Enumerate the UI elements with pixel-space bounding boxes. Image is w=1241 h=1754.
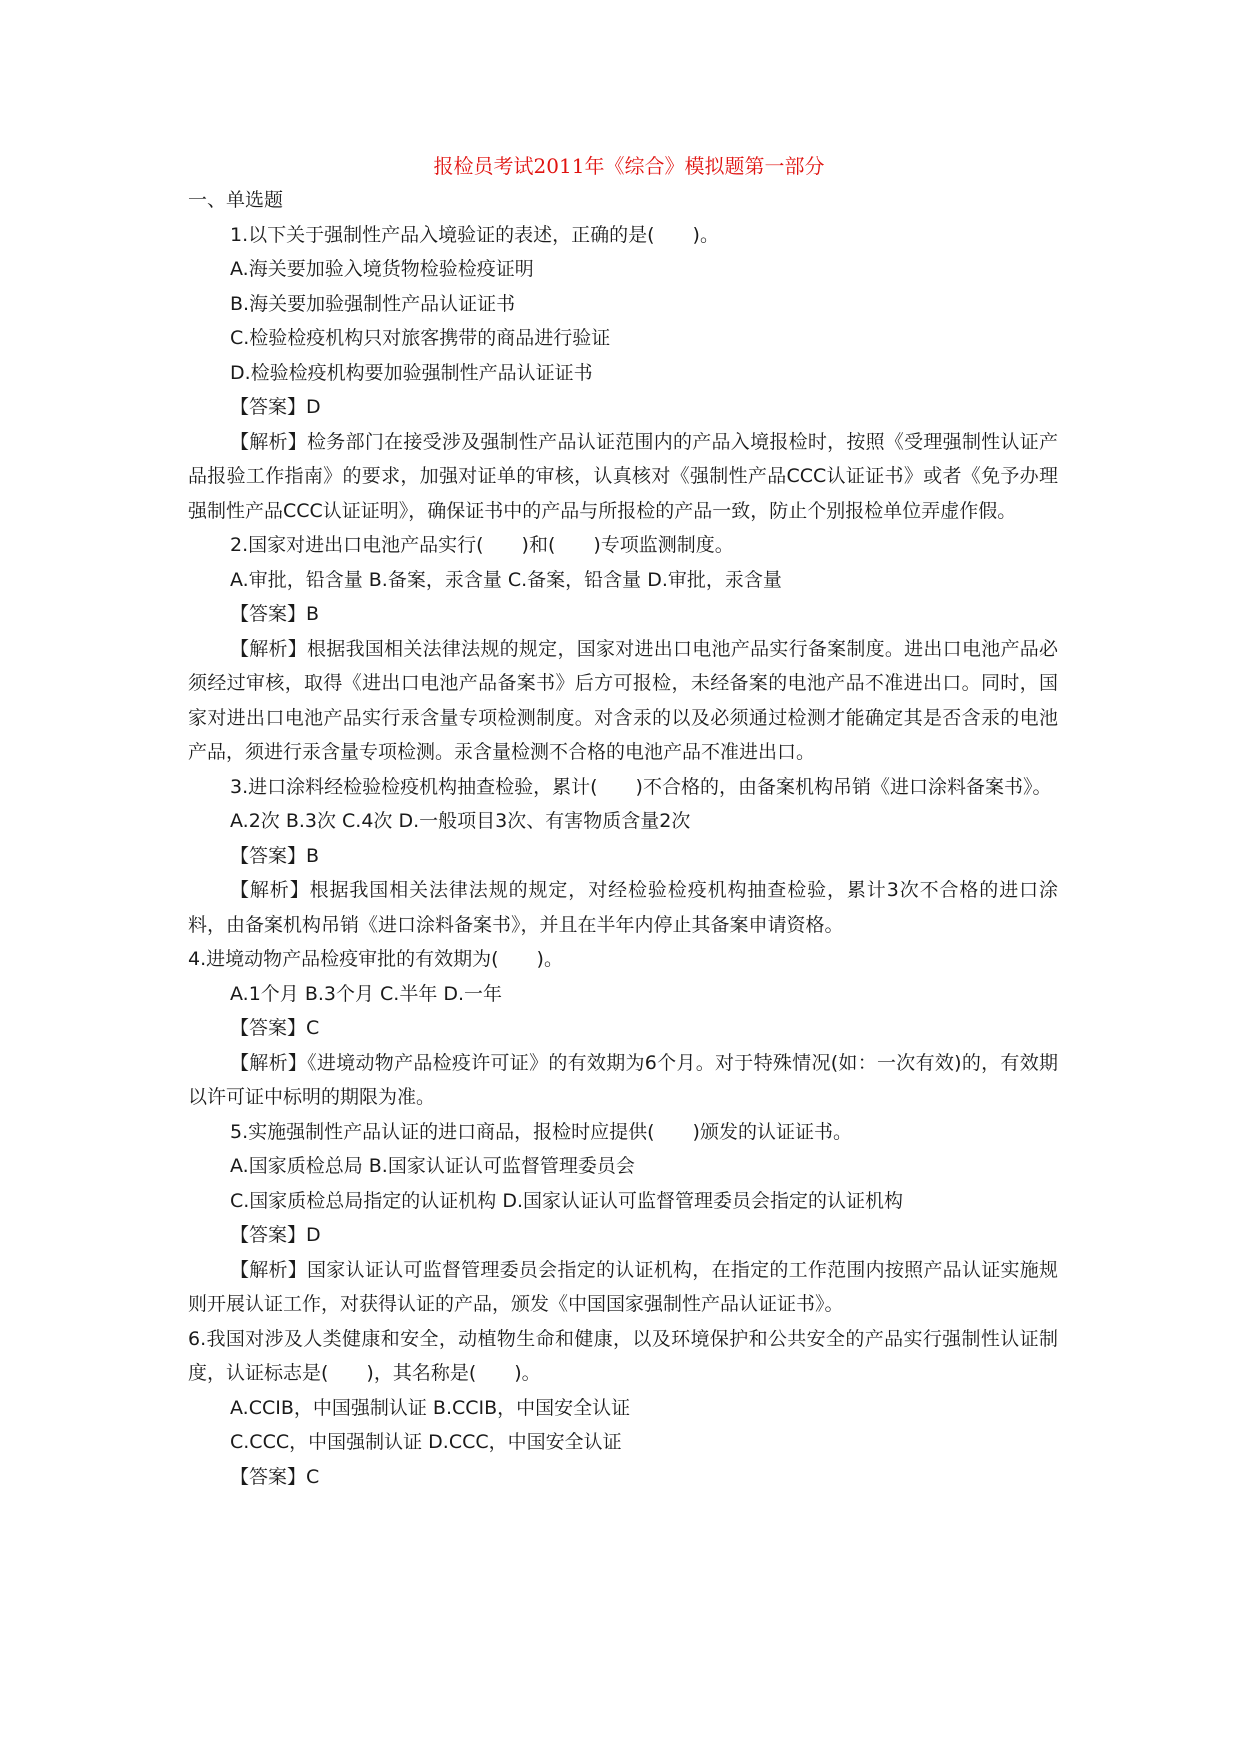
q5-analysis: 【解析】国家认证认可监督管理委员会指定的认证机构，在指定的工作范围内按照产品认证实施规则开展认证工作，对获得认证的产品，颁发《中国国家强制性产品认证证书》。 [188, 1258, 1058, 1315]
q5-options-line1: A.国家质检总局 B.国家认证认可监督管理委员会 [230, 1155, 635, 1177]
document-title: 报检员考试2011年《综合》模拟题第一部分 [433, 154, 825, 178]
q3-stem: 3.进口涂料经检验检疫机构抽查检验，累计( )不合格的，由备案机构吊销《进口涂料备案书》。 [230, 775, 1052, 798]
q1-option-c: C.检验检疫机构只对旅客携带的商品进行验证 [230, 327, 611, 349]
q5-options-line2: C.国家质检总局指定的认证机构 D.国家认证认可监督管理委员会指定的认证机构 [230, 1189, 904, 1212]
q3-options: A.2次 B.3次 C.4次 D.一般项目3次、有害物质含量2次 [230, 810, 691, 832]
q1-stem: 1.以下关于强制性产品入境验证的表述，正确的是( )。 [230, 223, 719, 246]
q4-options: A.1个月 B.3个月 C.半年 D.一年 [230, 982, 503, 1005]
q2-answer: 【答案】B [230, 603, 320, 625]
q1-option-a: A.海关要加验入境货物检验检疫证明 [230, 258, 534, 280]
q2-analysis: 【解析】根据我国相关法律法规的规定，国家对进出口电池产品实行备案制度。进出口电池产品必须经过审核，取得《进出口电池产品备案书》后方可报检，未经备案的电池产品不准进出口。同时，国家对进出口电池产品实行汞含量专项检测制度。对含汞的以及必须通过检测才能确定其是否含汞的电池产品，须进行汞含量专项检测。汞含量检测不合格的电池产品不准进出口。 [188, 637, 1058, 763]
q5-stem: 5.实施强制性产品认证的进口商品，报检时应提供( )颁发的认证证书。 [230, 1120, 852, 1143]
q4-stem: 4.进境动物产品检疫审批的有效期为( )。 [188, 948, 563, 970]
q6-answer: 【答案】C [230, 1465, 320, 1488]
q2-options: A.审批，铅含量 B.备案，汞含量 C.备案，铅含量 D.审批，汞含量 [230, 568, 782, 591]
q3-analysis: 【解析】根据我国相关法律法规的规定，对经检验检疫机构抽查检验，累计3次不合格的进口涂料，由备案机构吊销《进口涂料备案书》，并且在半年内停止其备案申请资格。 [188, 879, 1058, 936]
q1-answer: 【答案】D [230, 396, 321, 418]
q6-stem: 6.我国对涉及人类健康和安全，动植物生命和健康，以及环境保护和公共安全的产品实行强制性认证制度，认证标志是( )，其名称是( )。 [188, 1327, 1058, 1384]
section-heading: 一、单选题 [188, 189, 284, 211]
q3-answer: 【答案】B [230, 844, 320, 867]
q5-answer: 【答案】D [230, 1224, 321, 1246]
q6-options-line2: C.CCC，中国强制认证 D.CCC，中国安全认证 [230, 1431, 622, 1453]
q1-option-b: B.海关要加验强制性产品认证证书 [230, 292, 516, 315]
q4-answer: 【答案】C [230, 1017, 320, 1039]
q1-analysis: 【解析】检务部门在接受涉及强制性产品认证范围内的产品入境报检时，按照《受理强制性认证产品报验工作指南》的要求，加强对证单的审核，认真核对《强制性产品CCC认证证书》或者《免予办理强制性产品CCC认证证明》，确保证书中的产品与所报检的产品一致，防止个别报检单位弄虚作假。 [188, 430, 1058, 522]
q4-analysis: 【解析】《进境动物产品检疫许可证》的有效期为6个月。对于特殊情况(如：一次有效)的，有效期以许可证中标明的期限为准。 [188, 1051, 1058, 1108]
q1-option-d: D.检验检疫机构要加验强制性产品认证证书 [230, 361, 593, 384]
q6-options-line1: A.CCIB，中国强制认证 B.CCIB，中国安全认证 [230, 1396, 631, 1419]
q2-stem: 2.国家对进出口电池产品实行( )和( )专项监测制度。 [230, 534, 734, 556]
